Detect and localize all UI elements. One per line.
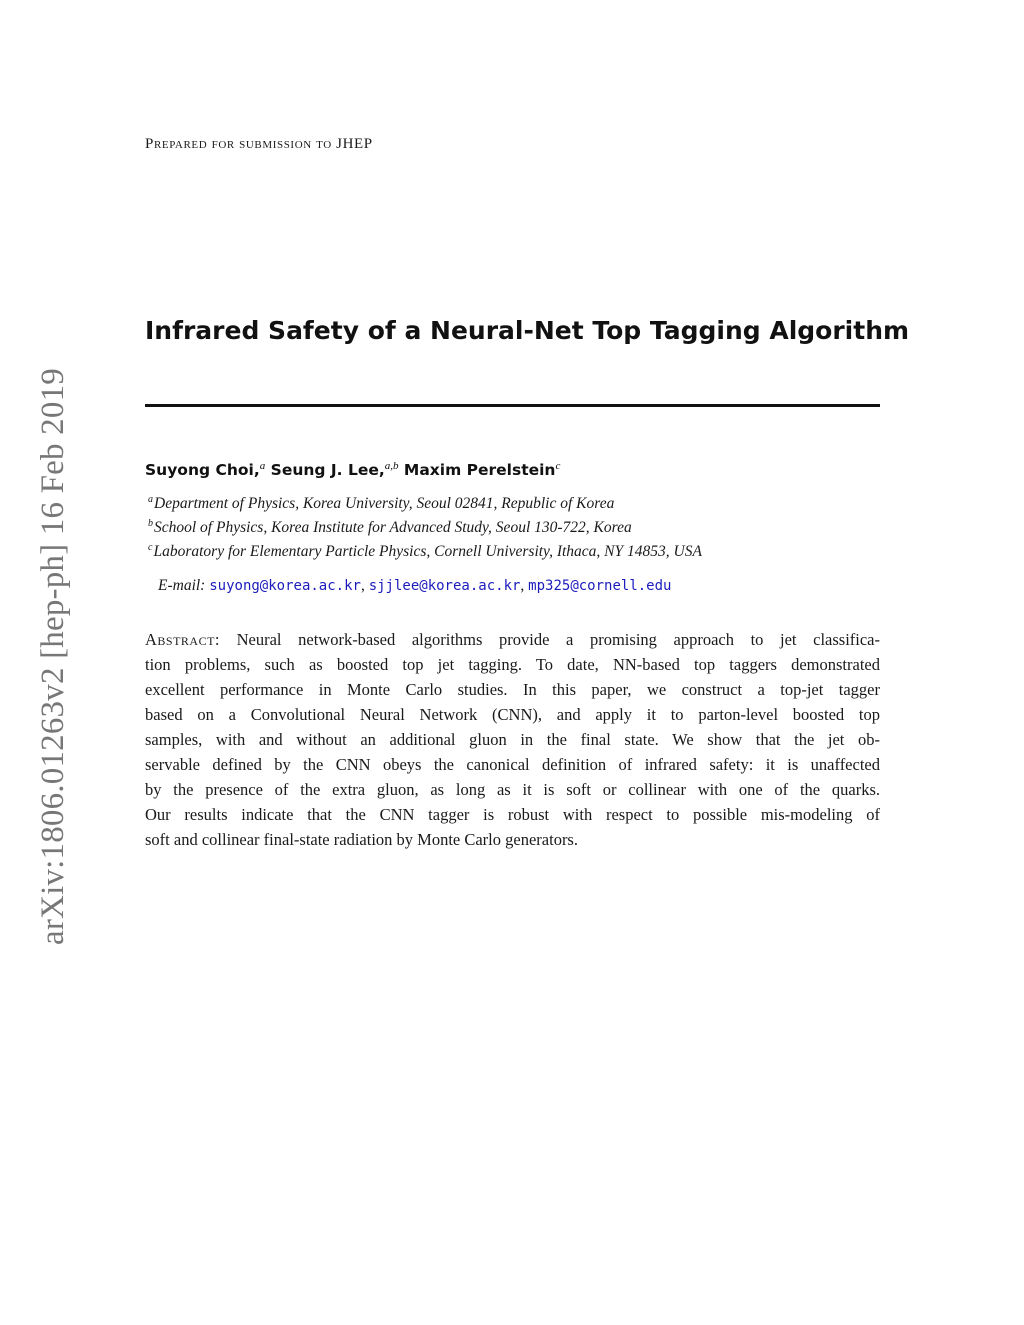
abstract [145, 627, 880, 852]
affiliation-c [148, 542, 702, 561]
author-name: Suyong Choi, [145, 461, 260, 480]
author-affiliation-mark: a,b [384, 460, 399, 472]
arxiv-identifier-text: arXiv:1806.01263v2 [hep-ph] 16 Feb 2019 [35, 368, 71, 945]
email-link[interactable]: suyong@korea.ac.kr [209, 578, 361, 594]
email-link[interactable]: sjjlee@korea.ac.kr [368, 578, 521, 594]
affiliation-mark: a [148, 494, 153, 505]
abstract-line: samples, with and without an additional gluon in the final state. We show that the jet ob- [145, 730, 880, 749]
affiliation-mark: c [148, 542, 153, 553]
abstract-line [145, 627, 880, 652]
affiliation-text: School of Physics, Korea Institute for Advanced Study, Seoul 130-722, Korea [154, 519, 632, 537]
affiliation-text: Department of Physics, Korea University, Seoul 02841, Republic of Korea [154, 495, 615, 513]
abstract-label: Abstract: [145, 630, 221, 649]
affiliation-a [148, 494, 614, 513]
affiliation-mark: b [148, 518, 153, 529]
abstract-text: Neural network-based algorithms provide a promising approach to jet classifica- [236, 630, 880, 649]
email-line: E-mail: suyong@korea.ac.kr, sjjlee@korea.ac.kr, mp325@cornell.edu [158, 577, 672, 594]
abstract-line: based on a Convolutional Neural Network (CNN), and apply it to parton-level boosted top [145, 705, 880, 724]
abstract-line: soft and collinear final-state radiation by Monte Carlo generators. [145, 830, 578, 849]
abstract-line: excellent performance in Monte Carlo studies. In this paper, we construct a top-jet tagger [145, 680, 880, 699]
affiliation-text: Laboratory for Elementary Particle Physics, Cornell University, Ithaca, NY 14853, USA [153, 543, 702, 561]
author-affiliation-mark: a [259, 460, 266, 472]
paper-title: Infrared Safety of a Neural-Net Top Tagging Algorithm [145, 316, 910, 345]
submission-note: Prepared for submission to JHEP [145, 136, 373, 152]
abstract-line: tion problems, such as boosted top jet tagging. To date, NN-based top taggers demonstrated [145, 655, 880, 674]
author-name: Seung J. Lee, [270, 461, 385, 480]
author-list [145, 460, 560, 479]
author-affiliation-mark: c [555, 460, 561, 472]
author-name: Maxim Perelstein [403, 461, 556, 480]
arxiv-identifier-stamp [35, 350, 71, 945]
email-link[interactable]: mp325@cornell.edu [528, 578, 672, 594]
abstract-line: servable defined by the CNN obeys the canonical definition of infrared safety: it is unaffected [145, 755, 880, 774]
email-label: E-mail: [158, 577, 206, 594]
abstract-line: Our results indicate that the CNN tagger is robust with respect to possible mis-modeling of [145, 805, 880, 824]
title-divider [145, 404, 880, 407]
affiliation-b [148, 518, 632, 537]
abstract-line: by the presence of the extra gluon, as long as it is soft or collinear with one of the quarks. [145, 780, 880, 799]
